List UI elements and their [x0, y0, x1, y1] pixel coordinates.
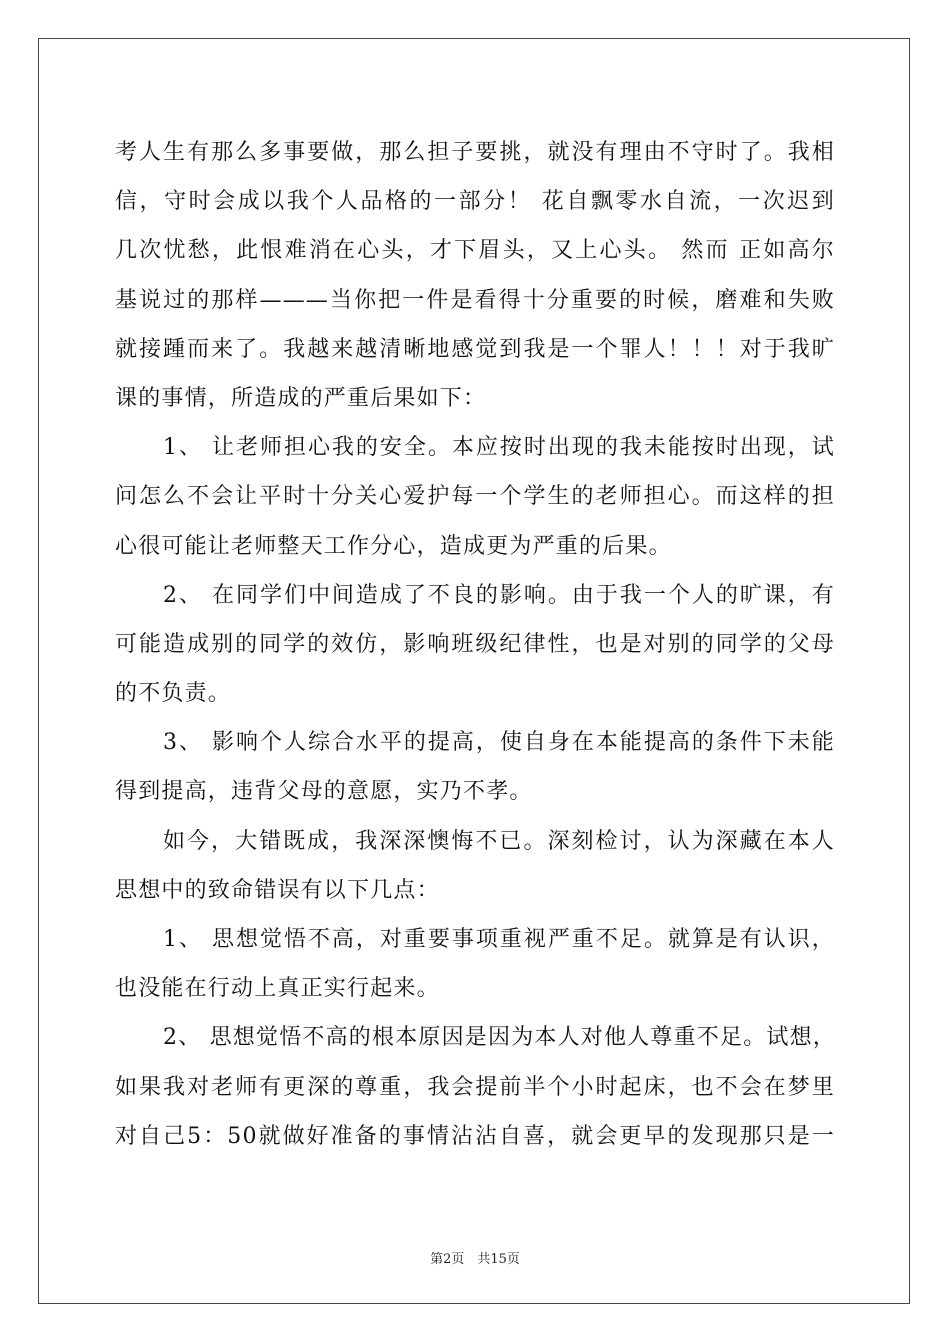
text-line: 思想中的致命错误有以下几点：: [115, 877, 440, 903]
text-line: 的不负责。: [115, 681, 232, 707]
text-line: 心很可能让老师整天工作分心，造成更为严重的后果。: [115, 533, 672, 559]
text-line: 得到提高，违背父母的意愿，实乃不孝。: [115, 779, 533, 805]
text-line: 信，守时会成以我个人品格的一部分！ 花自飘零水自流，一次迟到: [115, 189, 835, 215]
text-line: 如果我对老师有更深的尊重，我会提前半个小时起床，也不会在梦里: [115, 1074, 835, 1100]
text-line: 问怎么不会让平时十分关心爱护每一个学生的老师担心。而这样的担: [115, 484, 835, 510]
text-line: 1、 让老师担心我的安全。本应按时出现的我未能按时出现，试: [163, 435, 835, 461]
text-line: 基说过的那样———当你把一件是看得十分重要的时候，磨难和失败: [115, 287, 835, 313]
text-line: 也没能在行动上真正实行起来。: [115, 976, 440, 1002]
page-footer: 第2页 共15页: [430, 1252, 520, 1267]
text-line: 就接踵而来了。我越来越清晰地感觉到我是一个罪人！！！对于我旷: [115, 336, 835, 362]
text-line: 如今，大错既成，我深深懊悔不已。深刻检讨，认为深藏在本人: [163, 828, 835, 854]
text-line: 2、 在同学们中间造成了不良的影响。由于我一个人的旷课，有: [163, 582, 835, 608]
text-line: 课的事情，所造成的严重后果如下：: [115, 385, 487, 411]
text-line: 几次忧愁，此恨难消在心头，才下眉头，又上心头。 然而 正如高尔: [115, 238, 835, 264]
text-line: 考人生有那么多事要做，那么担子要挑，就没有理由不守时了。我相: [115, 140, 835, 165]
text-line: 可能造成别的同学的效仿，影响班级纪律性，也是对别的同学的父母: [115, 631, 835, 657]
text-line: 3、 影响个人综合水平的提高，使自身在本能提高的条件下未能: [163, 730, 835, 756]
text-line: 2、 思想觉悟不高的根本原因是因为本人对他人尊重不足。试想，: [163, 1025, 836, 1051]
text-line: 1、 思想觉悟不高，对重要事项重视严重不足。就算是有认识，: [163, 927, 835, 952]
text-line: 对自己5：50就做好准备的事情沾沾自喜，就会更早的发现那只是一: [115, 1123, 835, 1149]
document-body: [115, 128, 835, 1161]
